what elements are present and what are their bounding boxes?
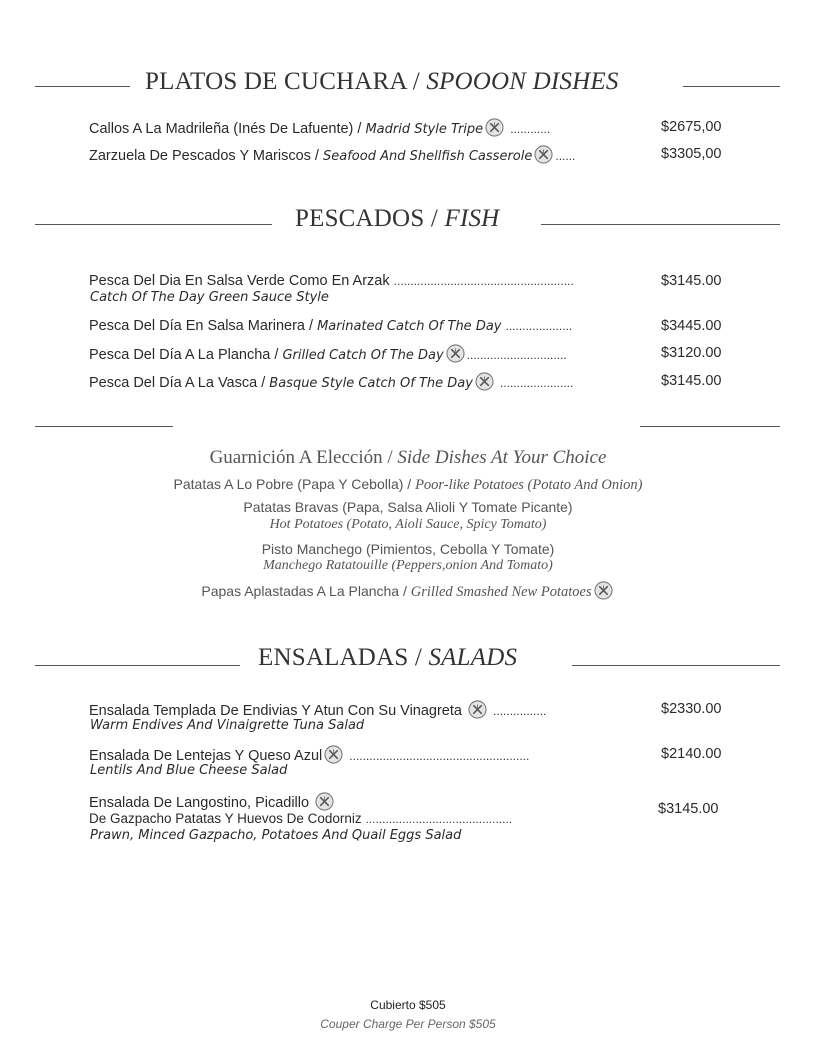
divider xyxy=(35,224,272,225)
section-title-fish: PESCADOS / FISH xyxy=(295,205,500,232)
item-translation: Manchego Ratatouille (Peppers,onion And Tomato) xyxy=(263,558,553,573)
divider xyxy=(572,665,780,666)
item-translation: Catch Of The Day Green Sauce Style xyxy=(90,290,329,305)
gluten-free-icon xyxy=(324,745,343,764)
item-price: $2675,00 xyxy=(661,119,722,135)
divider xyxy=(683,86,780,87)
side-item: Pisto Manchego (Pimientos, Cebolla Y Tomate) xyxy=(261,541,555,557)
menu-item: Pesca Del Día A La Plancha / Grilled Catch Of The Day .............................. xyxy=(89,344,567,365)
section-title-salads: ENSALADAS / SALADS xyxy=(258,644,518,671)
menu-item: Ensalada De Langostino, Picadillo xyxy=(89,792,336,812)
gluten-free-icon xyxy=(594,581,613,600)
item-price: $3145.00 xyxy=(658,801,719,817)
menu-item: Callos A La Madrileña (Inés De Lafuente) / Madrid Style Tripe ............ xyxy=(89,118,550,139)
item-translation: Prawn, Minced Gazpacho, Potatoes And Quail Eggs Salad xyxy=(90,828,462,843)
side-item: Patatas A Lo Pobre (Papa Y Cebolla) / Poor-like Potatoes (Potato And Onion) xyxy=(173,476,643,493)
gluten-free-icon xyxy=(534,145,553,164)
divider xyxy=(35,86,130,87)
item-price: $2140.00 xyxy=(661,746,722,762)
menu-item: Ensalada Templada De Endivias Y Atun Con Su Vinagreta ................ xyxy=(89,700,546,720)
item-translation: Lentils And Blue Cheese Salad xyxy=(90,763,288,778)
item-translation: Warm Endives And Vinaigrette Tuna Salad xyxy=(90,718,365,733)
side-item: Papas Aplastadas A La Plancha / Grilled Smashed New Potatoes xyxy=(0,581,816,601)
gluten-free-icon xyxy=(446,344,465,363)
divider xyxy=(541,224,780,225)
gluten-free-icon xyxy=(475,372,494,391)
item-price: $3445.00 xyxy=(661,318,722,334)
item-price: $3120.00 xyxy=(661,345,722,361)
item-price: $3305,00 xyxy=(661,146,722,162)
section-title-spoon: PLATOS DE CUCHARA / SPOOON DISHES xyxy=(145,68,619,95)
item-translation: Hot Potatoes (Potato, Aioli Sauce, Spicy Tomato) xyxy=(269,517,547,532)
side-item: Patatas Bravas (Papa, Salsa Alioli Y Tomate Picante) xyxy=(243,499,573,515)
item-price: $3145.00 xyxy=(661,373,722,389)
item-price: $3145.00 xyxy=(661,273,722,289)
menu-item: Pesca Del Dia En Salsa Verde Como En Arzak ...................................................... xyxy=(89,273,574,289)
cover-charge-en: Couper Charge Per Person $505 xyxy=(320,1017,496,1031)
gluten-free-icon xyxy=(315,792,334,811)
menu-item: Pesca Del Día En Salsa Marinera / Marinated Catch Of The Day .................... xyxy=(89,318,573,334)
divider xyxy=(35,426,173,427)
gluten-free-icon xyxy=(485,118,504,137)
item-price: $2330.00 xyxy=(661,701,722,717)
divider xyxy=(35,665,240,666)
menu-item: Pesca Del Día A La Vasca / Basque Style Catch Of The Day ...................... xyxy=(89,372,573,393)
menu-item-line2: De Gazpacho Patatas Y Huevos De Codorniz ............................................ xyxy=(89,811,513,826)
cover-charge: Cubierto $505 xyxy=(370,998,446,1012)
divider xyxy=(640,426,780,427)
gluten-free-icon xyxy=(468,700,487,719)
menu-item: Zarzuela De Pescados Y Mariscos / Seafood And Shellfish Casserole ...... xyxy=(89,145,575,166)
sides-title: Guarnición A Elección / Side Dishes At Your Choice xyxy=(209,447,607,468)
menu-item: Ensalada De Lentejas Y Queso Azul ...................................................... xyxy=(89,745,529,765)
